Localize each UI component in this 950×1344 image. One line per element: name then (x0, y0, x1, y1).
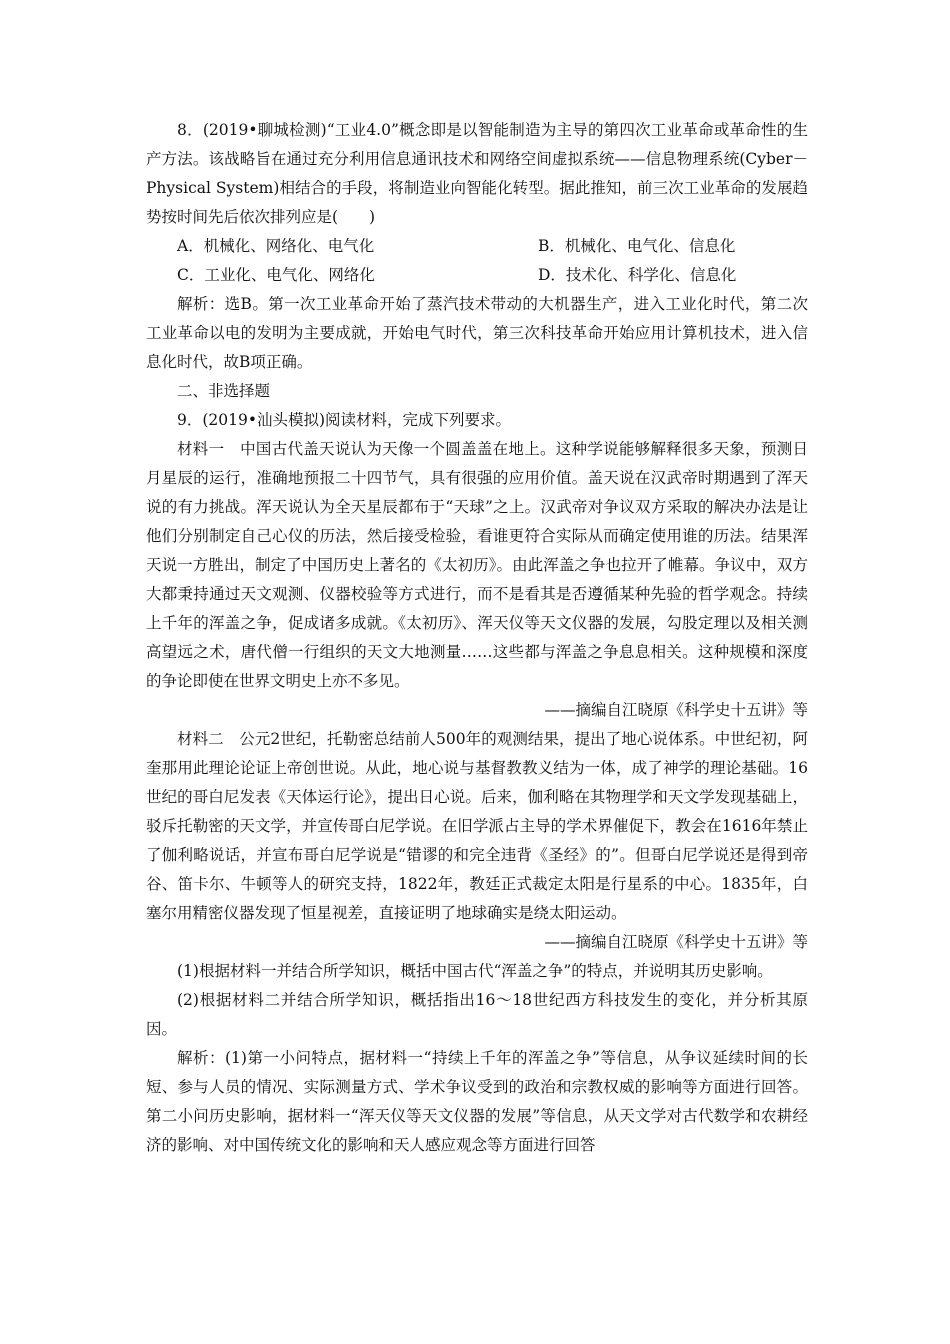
option-b: B．机械化、电气化、信息化 (538, 237, 736, 255)
document-page (146, 116, 808, 1160)
material-1-source: ——摘编自江晓原《科学史十五讲》等 (544, 701, 808, 719)
question-8-analysis: 解析：选B。第一次工业革命开始了蒸汽技术带动的大机器生产，进入工业化时代，第二次工业革命以电的发明为主要成就，开始电气时代，第三次科技革命开始应用计算机技术，进入信息化时代，故B项正确。 (146, 295, 808, 371)
question-8-options-row-2 (146, 261, 808, 290)
material-1: 材料一 中国古代盖天说认为天像一个圆盖盖在地上。这种学说能够解释很多天象，预测日月星辰的运行，准确地预报二十四节气，具有很强的应用价值。盖天说在汉武帝时期遇到了浑天说的有力挑战。浑天说认为全天星辰都布于“天球”之上。汉武帝对争议双方采取的解决办法是让他们分别制定自己心仪的历法，然后接受检验，看谁更符合实际从而确定使用谁的历法。结果浑天说一方胜出，制定了中国历史上著名的《太初历》。由此浑盖之争也拉开了帷幕。争议中，双方大都秉持通过天文观测、仪器校验等方式进行，而不是看其是否遵循某种先验的哲学观念。持续上千年的浑盖之争，促成诸多成就。《太初历》、浑天仪等天文仪器的发展，勾股定理以及相关测高望远之术，唐代僧一行组织的天文大地测量……这些都与浑盖之争息息相关。这种规模和深度的争论即使在世界文明史上亦不多见。 (146, 440, 808, 690)
material-2: 材料二 公元2世纪，托勒密总结前人500年的观测结果，提出了地心说体系。中世纪初，阿奎那用此理论论证上帝创世说。从此，地心说与基督教教义结为一体，成了神学的理论基础。16世纪的哥白尼发表《天体运行论》，提出日心说。后来，伽利略在其物理学和天文学发现基础上，驳斥托勒密的天文学，并宣传哥白尼学说。在旧学派占主导的学术界催促下，教会在1616年禁止了伽利略说话，并宣布哥白尼学说是“错谬的和完全违背《圣经》的”。但哥白尼学说还是得到帝谷、笛卡尔、牛顿等人的研究支持，1822年，教廷正式裁定太阳是行星系的中心。1835年，白塞尔用精密仪器发现了恒星视差，直接证明了地球确实是绕太阳运动。 (146, 730, 808, 922)
question-8-options-row-1 (146, 232, 808, 261)
question-8-stem: 8．(2019•聊城检测)“工业4.0”概念即是以智能制造为主导的第四次工业革命或革命性的生产方法。该战略旨在通过充分利用信息通讯技术和网络空间虚拟系统——信息物理系统(Cyber－Physical System)相结合的手段，将制造业向智能化转型。据此推知，前三次工业革命的发展趋势按时间先后依次排列应是( ) (146, 121, 808, 226)
question-9-analysis: 解析：(1)第一小问特点，据材料一“持续上千年的浑盖之争”等信息，从争议延续时间的长短、参与人员的情况、实际测量方式、学术争议受到的政治和宗教权威的影响等方面进行回答。第二小问历史影响，据材料一“浑天仪等天文仪器的发展”等信息，从天文学对古代数学和农耕经济的影响、对中国传统文化的影响和天人感应观念等方面进行回答 (146, 1049, 808, 1154)
requirement-1: (1)根据材料一并结合所学知识，概括中国古代“浑盖之争”的特点，并说明其历史影响。 (177, 962, 773, 980)
option-a: A．机械化、网络化、电气化 (177, 237, 375, 255)
section-title: 二、非选择题 (177, 382, 271, 400)
option-c: C．工业化、电气化、网络化 (177, 266, 375, 284)
requirement-2: (2)根据材料二并结合所学知识，概括指出16～18世纪西方科技发生的变化，并分析其原因。 (146, 991, 808, 1038)
option-d: D．技术化、科学化、信息化 (538, 266, 737, 284)
material-2-source: ——摘编自江晓原《科学史十五讲》等 (544, 933, 808, 951)
question-9-stem: 9．(2019•汕头模拟)阅读材料，完成下列要求。 (177, 411, 512, 429)
